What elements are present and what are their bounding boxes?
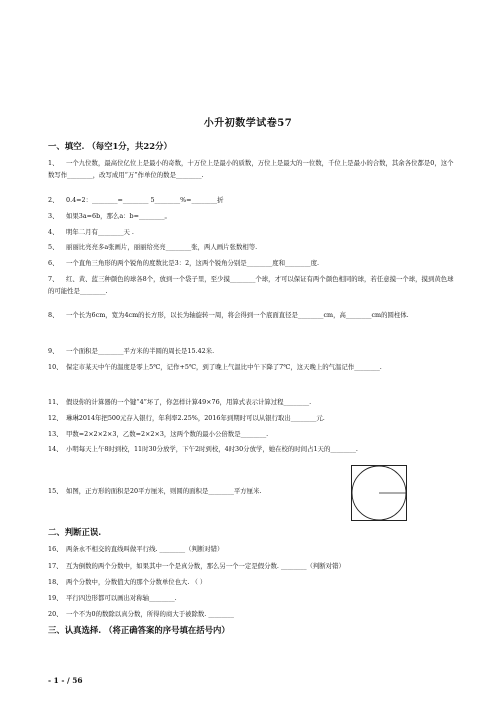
question-5: [48, 241, 458, 253]
question-4: [48, 226, 458, 238]
question-text: 一个不为0的数除以真分数，所得的商大于被除数. ________: [66, 610, 234, 618]
question-text: 假设你的计算器的一个键“4”坏了，你怎样计算49×76，用算式表示计算过程________.: [66, 398, 312, 406]
question-8: [48, 309, 458, 321]
question-number: 1、: [48, 159, 59, 167]
question-text: 甲数=2×2×2×3，乙数=2×2×3，这两个数的最小公倍数是________.: [66, 430, 269, 438]
question-number: 3、: [48, 212, 59, 220]
question-number: 2、: [48, 196, 59, 204]
square-with-inscribed-circle-figure: [351, 465, 407, 521]
question-7: [48, 273, 458, 298]
question-text: 一个九位数，最高位亿位上是最小的奇数，十万位上是最小的质数，万位上是最大的一位数，千位上是最小的合数，其余各位都是0，这个数写作________，改写成用“万”作单位的数是________.: [48, 159, 454, 180]
question-number: 16、: [48, 545, 63, 553]
page-number: - 1 - / 56: [48, 676, 83, 685]
section-fill-in-heading: 一、填空. （每空1分，共22分）: [48, 141, 172, 151]
section-multiple-choice-heading: 三、认真选择. （将正确答案的序号填在括号内）: [48, 625, 230, 635]
question-11: [48, 396, 458, 408]
question-text: 保定市某天中午的温度是零上5℃，记作+5℃，到了晚上气温比中午下降了7℃，这天晚上的气温记作________.: [66, 363, 382, 371]
question-1: [48, 157, 458, 182]
question-6: [48, 257, 458, 269]
question-text: 红、黄、蓝三种颜色的球各8个，放到一个袋子里，至少摸________个球，才可以保证有两个颜色相同的球，若任意摸一个球，摸到黄色球的可能性是________.: [48, 275, 454, 296]
question-number: 12、: [48, 414, 63, 422]
question-19: [48, 592, 458, 604]
question-18: [48, 576, 458, 588]
question-number: 7、: [48, 275, 59, 283]
question-text: 互为倒数的两个分数中，如果其中一个是真分数，那么另一个一定是假分数. ________（判断对错）: [66, 562, 345, 570]
question-number: 14、: [48, 445, 63, 453]
question-number: 5、: [48, 243, 59, 251]
circle-figure-svg: [351, 465, 407, 521]
section-true-false-heading: 二、判断正误.: [48, 527, 102, 537]
question-text: 明年二月有________天 .: [66, 228, 134, 236]
question-number: 20、: [48, 610, 63, 618]
question-text: 如图，正方形的面积是20平方厘米，则圆的面积是________平方厘米.: [66, 487, 262, 495]
question-number: 15、: [48, 487, 63, 495]
question-text: 一个直角三角形的两个锐角的度数比是3：2，这两个锐角分别是________度和________度.: [66, 259, 320, 267]
question-2: [48, 194, 458, 206]
question-3: [48, 210, 458, 222]
question-15: [48, 485, 348, 497]
question-text: 如果3a=6b，那么a：b=________。: [66, 212, 171, 220]
question-number: 10、: [48, 363, 63, 371]
question-text: 平行四边形都可以画出对称轴________.: [66, 594, 177, 602]
question-number: 19、: [48, 594, 63, 602]
question-number: 9、: [48, 347, 59, 355]
question-text: 两条永不相交的直线叫做平行线. ________（判断对错）: [66, 545, 224, 553]
question-number: 8、: [48, 311, 59, 319]
question-number: 6、: [48, 259, 59, 267]
question-text: 丽丽比亮亮多a张画片，丽丽给亮亮________张，两人画片张数相等.: [66, 243, 258, 251]
question-20: [48, 608, 458, 620]
question-17: [48, 560, 458, 572]
question-number: 11、: [48, 398, 63, 406]
question-number: 4、: [48, 228, 59, 236]
question-text: 一个面积是________平方米的半圆的周长是15.42米.: [66, 347, 215, 355]
question-10: [48, 361, 458, 373]
page-title: 小升初数学试卷57: [203, 118, 293, 129]
question-12: [48, 412, 458, 424]
question-text: 一个长为6cm，宽为4cm的长方形，以长为轴旋转一周，将会得到一个底面直径是________cm，高________cm的圆柱体.: [66, 311, 409, 319]
question-text: 琳琳2014年把500元存入银行，年利率2.25%，2016年到期时可以从银行取出________元.: [66, 414, 325, 422]
question-14: [48, 443, 458, 455]
question-9: [48, 345, 458, 357]
question-text: 小明每天上午8时到校，11时30分放学，下午2时到校，4时30分放学，她在校的时间占1天的________.: [66, 445, 358, 453]
question-number: 18、: [48, 578, 63, 586]
question-text: 两个分数中，分数值大的那个分数单位也大. （ ）: [66, 578, 207, 586]
question-16: [48, 543, 458, 555]
question-13: [48, 428, 458, 440]
question-text: 0.4=2：________=________ 5________%=________折: [66, 196, 224, 204]
question-number: 17、: [48, 562, 63, 570]
question-number: 13、: [48, 430, 63, 438]
